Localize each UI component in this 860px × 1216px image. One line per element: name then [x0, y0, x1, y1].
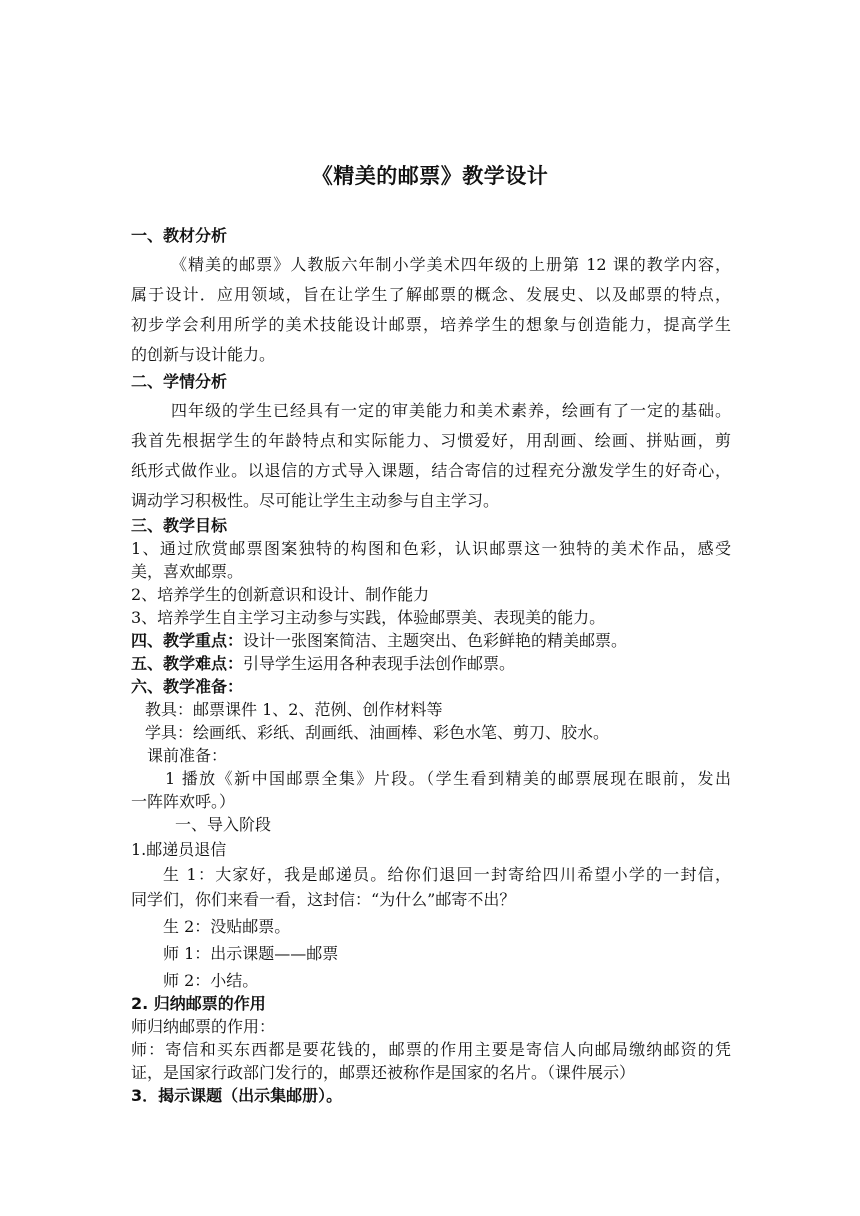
paragraph-line: 的创新与设计能力。 — [131, 345, 276, 364]
goal-line: 3、培养学生自主学习主动参与实践，体验邮票美、表现美的能力。 — [131, 608, 606, 627]
paragraph-line: 1 播放《新中国邮票全集》片段。（学生看到精美的邮票展现在眼前，发出 — [165, 769, 731, 788]
subheading-stamp-function: 2. 归纳邮票的作用 — [131, 994, 266, 1013]
dialogue-line: 师 2：小结。 — [163, 971, 259, 990]
difficulty-text: 引导学生运用各种表现手法创作邮票。 — [243, 654, 516, 673]
section-heading-teaching-goals: 三、教学目标 — [131, 516, 228, 535]
stage-heading: 一、导入阶段 — [175, 815, 272, 834]
paragraph-line: 调动学习积极性。尽可能让学生主动参与自主学习。 — [131, 491, 500, 510]
goal-line: 1、通过欣赏邮票图案独特的构图和色彩，认识邮票这一独特的美术作品，感受 — [131, 539, 731, 558]
dialogue-line: 师 1：出示课题——邮票 — [163, 944, 339, 963]
paragraph-line: 师归纳邮票的作用： — [131, 1017, 276, 1036]
paragraph-line: 纸形式做作业。以退信的方式导入课题，结合寄信的过程充分激发学生的好奇心， — [131, 461, 731, 480]
dialogue-line: 生 2：没贴邮票。 — [163, 917, 291, 936]
subheading-reveal-topic: 3．揭示课题（出示集邮册）。 — [131, 1086, 343, 1105]
dialogue-line: 同学们，你们来看一看，这封信：“为什么”邮寄不出？ — [131, 890, 516, 909]
goal-line: 美，喜欢邮票。 — [131, 562, 244, 581]
paragraph-line: 师：寄信和买东西都是要花钱的，邮票的作用主要是寄信人向邮局缴纳邮资的凭 — [131, 1040, 731, 1059]
paragraph-line: 《精美的邮票》人教版六年制小学美术四年级的上册第 12 课的教学内容， — [171, 255, 731, 274]
paragraph-line: 我首先根据学生的年龄特点和实际能力、习惯爱好，用刮画、绘画、拼贴画，剪 — [131, 431, 731, 450]
student-materials: 学具：绘画纸、彩纸、刮画纸、油画棒、彩色水笔、剪刀、胶水。 — [145, 723, 610, 742]
teacher-materials: 教具：邮票课件 1、2、范例、创作材料等 — [145, 700, 443, 719]
key-point-line — [131, 629, 731, 653]
section-heading-textbook-analysis: 一、教材分析 — [131, 226, 228, 245]
key-point-text: 设计一张图案简洁、主题突出、色彩鲜艳的精美邮票。 — [243, 631, 628, 650]
section-heading-learner-analysis: 二、学情分析 — [131, 372, 228, 391]
paragraph-line: 四年级的学生已经具有一定的审美能力和美术素养，绘画有了一定的基础。 — [171, 401, 731, 420]
paragraph-line: 属于设计．应用领域，旨在让学生了解邮票的概念、发展史、以及邮票的特点， — [131, 285, 731, 304]
document-title: 《精美的邮票》教学设计 — [311, 164, 549, 188]
paragraph-line: 证，是国家行政部门发行的，邮票还被称作是国家的名片。（课件展示） — [131, 1063, 636, 1082]
pre-class-prep: 课前准备： — [147, 746, 228, 765]
goal-line: 2、培养学生的创新意识和设计、制作能力 — [131, 585, 430, 604]
difficulty-line — [131, 652, 731, 676]
section-heading-difficulty: 五、教学难点： — [131, 654, 244, 673]
section-heading-key-point: 四、教学重点： — [131, 631, 244, 650]
section-heading-preparation: 六、教学准备： — [131, 677, 244, 696]
dialogue-line: 生 1：大家好，我是邮递员。给你们退回一封寄给四川希望小学的一封信， — [163, 865, 731, 884]
paragraph-line: 初步学会利用所学的美术技能设计邮票，培养学生的想象与创造能力，提高学生 — [131, 315, 731, 334]
paragraph-line: 一阵阵欢呼。） — [131, 792, 236, 811]
subheading: 1.邮递员退信 — [131, 840, 227, 859]
